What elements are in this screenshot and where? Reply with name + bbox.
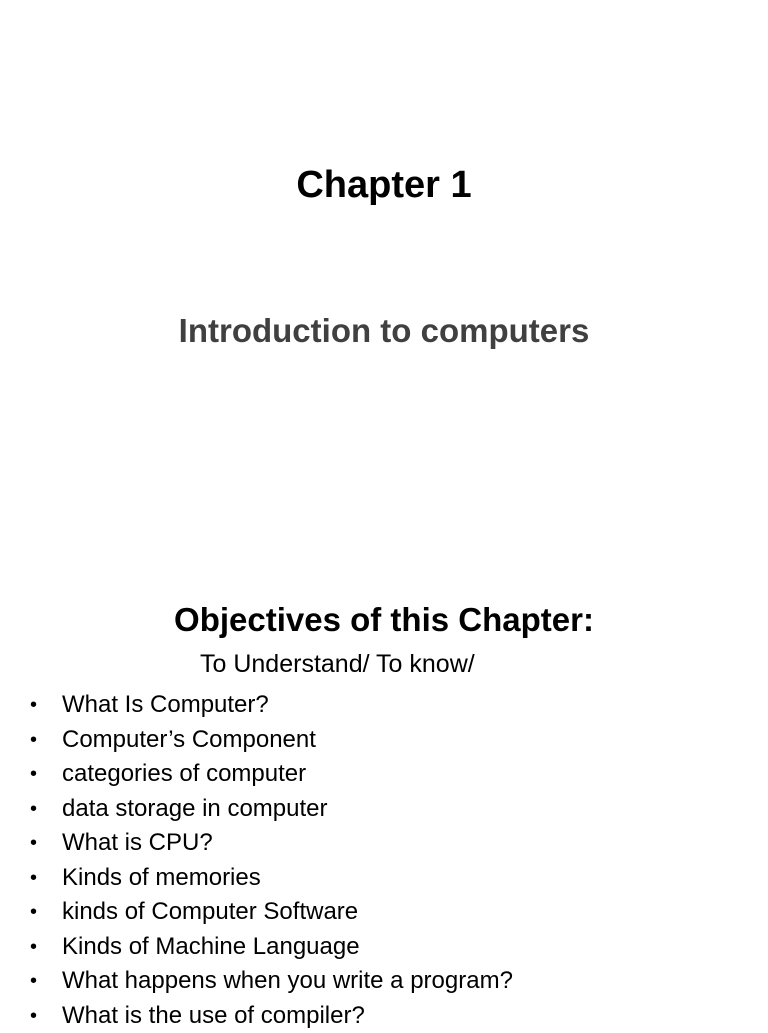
objectives-title: Objectives of this Chapter: [0, 599, 768, 641]
list-item [30, 999, 513, 1033]
bullet-icon: • [30, 757, 62, 792]
list-item [30, 826, 513, 861]
bullet-icon: • [30, 723, 62, 758]
list-item-label: kinds of Computer Software [62, 895, 358, 930]
list-item-label: Kinds of Machine Language [62, 930, 360, 965]
list-item-label: Kinds of memories [62, 861, 261, 896]
list-item [30, 930, 513, 965]
list-item-label: What Is Computer? [62, 688, 269, 723]
bullet-icon: • [30, 688, 62, 723]
list-item-label: What is the use of compiler? [62, 999, 365, 1033]
list-item [30, 723, 513, 758]
list-item [30, 895, 513, 930]
list-item-label: categories of computer [62, 757, 306, 792]
list-item-label: What happens when you write a program? [62, 964, 513, 999]
list-item [30, 688, 513, 723]
bullet-icon: • [30, 964, 62, 999]
list-item-label: What is CPU? [62, 826, 213, 861]
list-item-label: Computer’s Component [62, 723, 316, 758]
bullet-icon: • [30, 792, 62, 827]
bullet-icon: • [30, 826, 62, 861]
objectives-list [30, 688, 513, 1033]
bullet-icon: • [30, 861, 62, 896]
chapter-subtitle: Introduction to computers [0, 310, 768, 352]
bullet-icon: • [30, 930, 62, 965]
objectives-subtitle: To Understand/ To know/ [200, 648, 475, 680]
list-item [30, 792, 513, 827]
list-item [30, 861, 513, 896]
list-item-label: data storage in computer [62, 792, 328, 827]
list-item [30, 757, 513, 792]
chapter-title: Chapter 1 [0, 162, 768, 208]
bullet-icon: • [30, 999, 62, 1033]
bullet-icon: • [30, 895, 62, 930]
list-item [30, 964, 513, 999]
